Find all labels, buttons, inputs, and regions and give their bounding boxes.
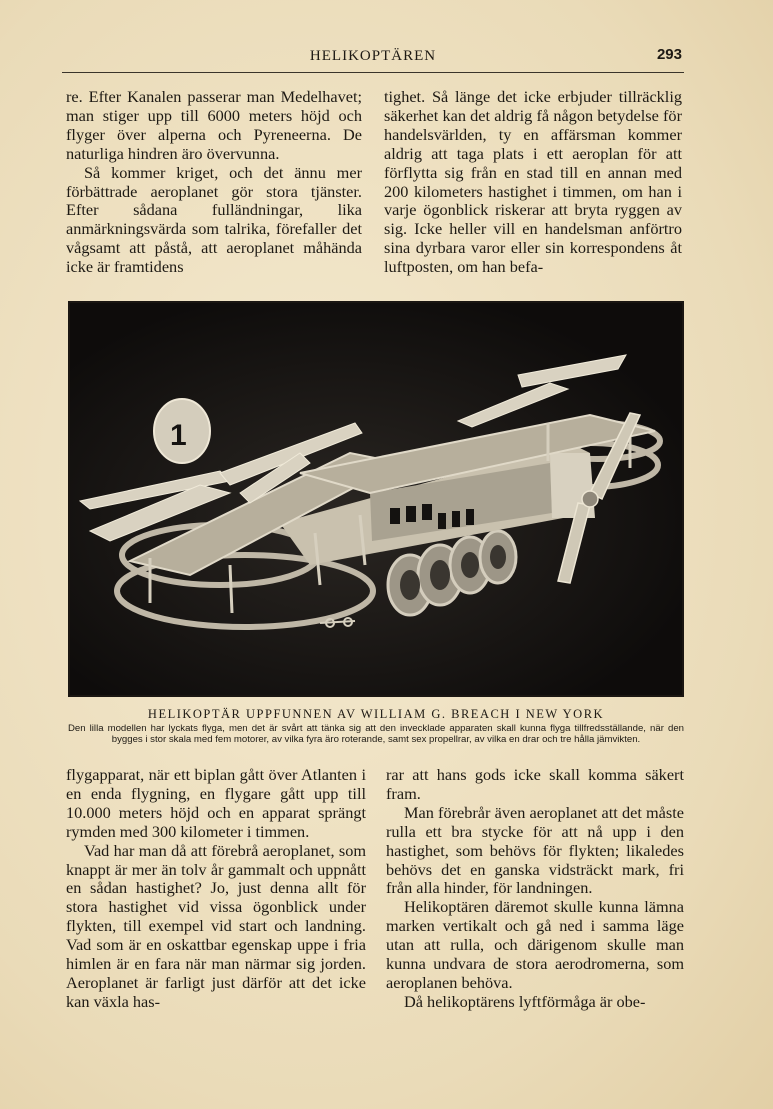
paragraph: rar att hans gods icke skall komma säkert fram. [386,765,684,803]
figure-caption-title: HELIKOPTÄR UPPFUNNEN AV WILLIAM G. BREACH I NEW YORK [147,707,605,721]
figure-caption-text: Den lilla modellen har lyckats flyga, men det är svårt att tänka sig att den invecklade apparaten skall kunna flyga tillfredsställande, när den bygges i stor skala med fem motorer, av vilka fyra äro roterande, samt sex propellrar, av vilka en drar och tre hålla jämvikten. [68,723,684,746]
paragraph: Helikoptären däremot skulle kunna lämna marken vertikalt och gå ned i samma läge utan att rulla, och därigenom skulle man kunna undvara de stora aerodromerna, som aeroplanen behöva. [386,897,684,992]
running-title: HELIKOPTÄREN [309,48,437,64]
vertical-propeller [154,399,210,463]
propeller-number: 1 [170,419,187,452]
paragraph: Så kommer kriget, och det ännu mer förbättrade aeroplanet gör stora tjänster. Efter sådana fulländningar, lika anmärkningsvärda som talrika, förefaller det vågsamt att påstå, att aeroplanet måhända icke är framtidens [66,162,362,277]
paragraph: Vad har man då att förebrå aeroplanet, som knappt är mer än tolv år gammalt och uppnått en sådan hastighet? Jo, just denna allt för stora hastighet vid vissa ögonblick under flykten, till exempel vid start och landning. Vad som är en oskattbar egenskap uppe i fria himlen är en fara när man närmar sig jorden. Aeroplanet är farligt just därför att det icke kan växla has- [66,840,366,1011]
column-top-left [66,88,362,277]
page-header [62,46,684,73]
paragraph: flygapparat, när ett biplan gått över Atlanten i en enda flygning, en flygare gått upp till 10.000 meters höjd och en apparat sprängt rymden med 300 kilometer i timmen. [66,765,366,841]
column-bottom-right [386,766,684,1012]
paragraph: tighet. Så länge det icke erbjuder tillräcklig säkerhet kan det aldrig få någon betydelse för handelsvärlden, ty en affärsman kommer aldrig att taga plats i ett aeroplan för att förflytta sig från en stad till en annan med 200 kilometers hastighet i timmen, om han i varje ögonblick riskerar att bryta ryggen av sig. Icke heller vill en handelsman anförtro sina dyrbara varor eller sin korrespondens åt luftposten, om han befa- [384,87,682,277]
paragraph: re. Efter Kanalen passerar man Medelhavet; man stiger upp till 6000 meters höjd och flyger över alperna och Pyreneerna. De naturliga hindren äro övervunna. [66,87,362,163]
helicopter-drawing [70,303,682,695]
column-bottom-left [66,766,366,1012]
helicopter-illustration [68,301,684,697]
column-top-right [384,88,682,277]
paragraph: Då helikoptärens lyftförmåga är obe- [404,991,646,1011]
paragraph: Man förebrår även aeroplanet att det måste rulla ett bra stycke för att nå upp i den hastighet, som behövs för flykten; likaledes behövs det en ganska vidsträckt mark, fri från alla hinder, för landningen. [386,802,684,898]
page-number: 293 [656,46,682,63]
